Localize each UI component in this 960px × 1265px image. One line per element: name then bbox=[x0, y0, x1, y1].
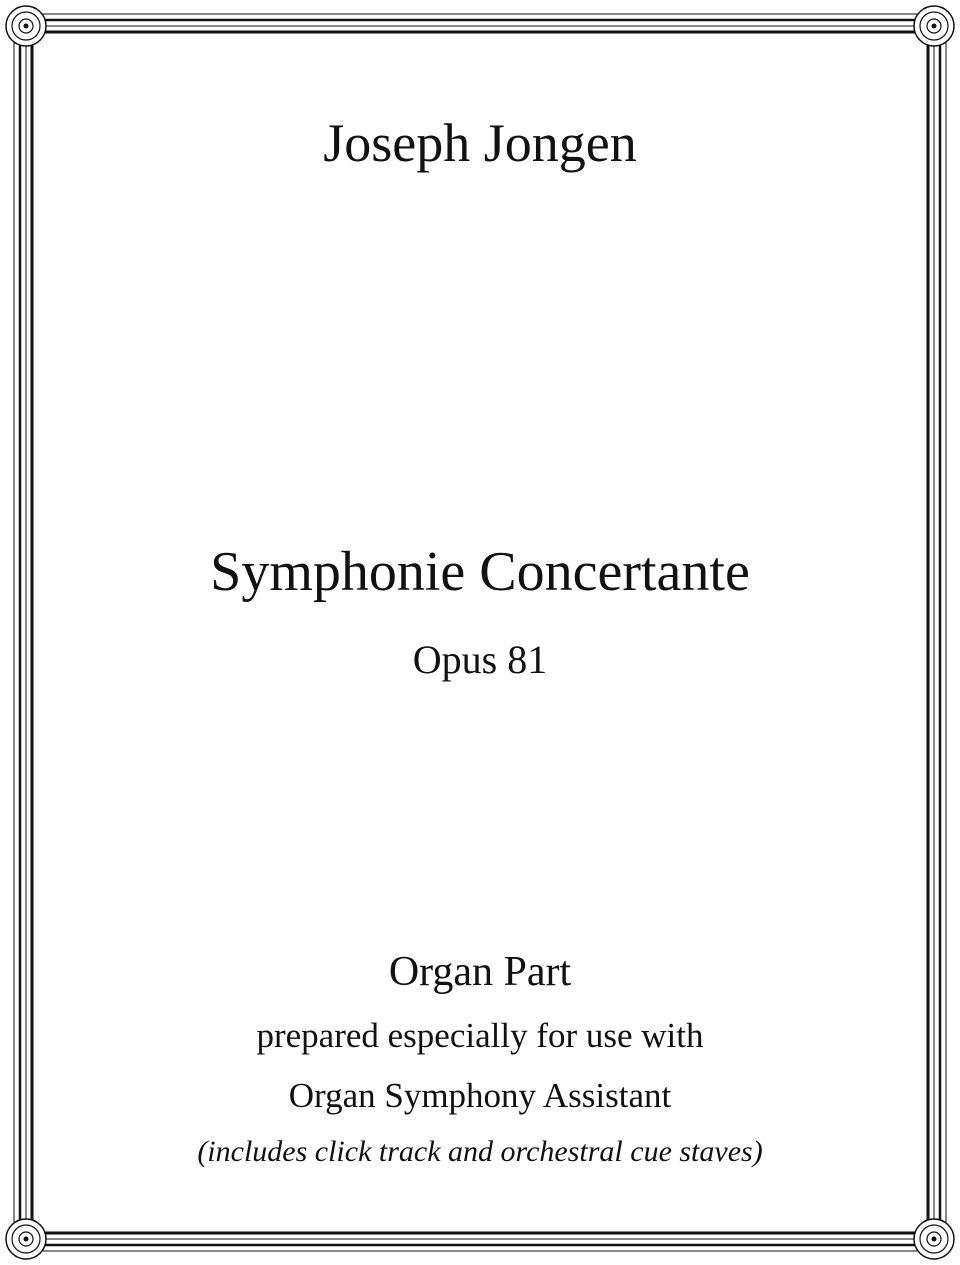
corner-ornament-top-right bbox=[914, 6, 954, 46]
prepared-note: prepared especially for use with bbox=[256, 1016, 704, 1055]
corner-ornament-bottom-left bbox=[6, 1219, 46, 1259]
corner-ornament-bottom-right bbox=[914, 1219, 954, 1259]
work-title: Symphonie Concertante bbox=[210, 541, 750, 603]
software-name: Organ Symphony Assistant bbox=[288, 1076, 672, 1115]
opus-number: Opus 81 bbox=[412, 637, 548, 682]
composer-name: Joseph Jongen bbox=[323, 113, 637, 173]
corner-ornament-top-left bbox=[6, 6, 46, 46]
part-name: Organ Part bbox=[388, 949, 572, 995]
includes-note: (includes click track and orchestral cue staves) bbox=[197, 1135, 763, 1168]
